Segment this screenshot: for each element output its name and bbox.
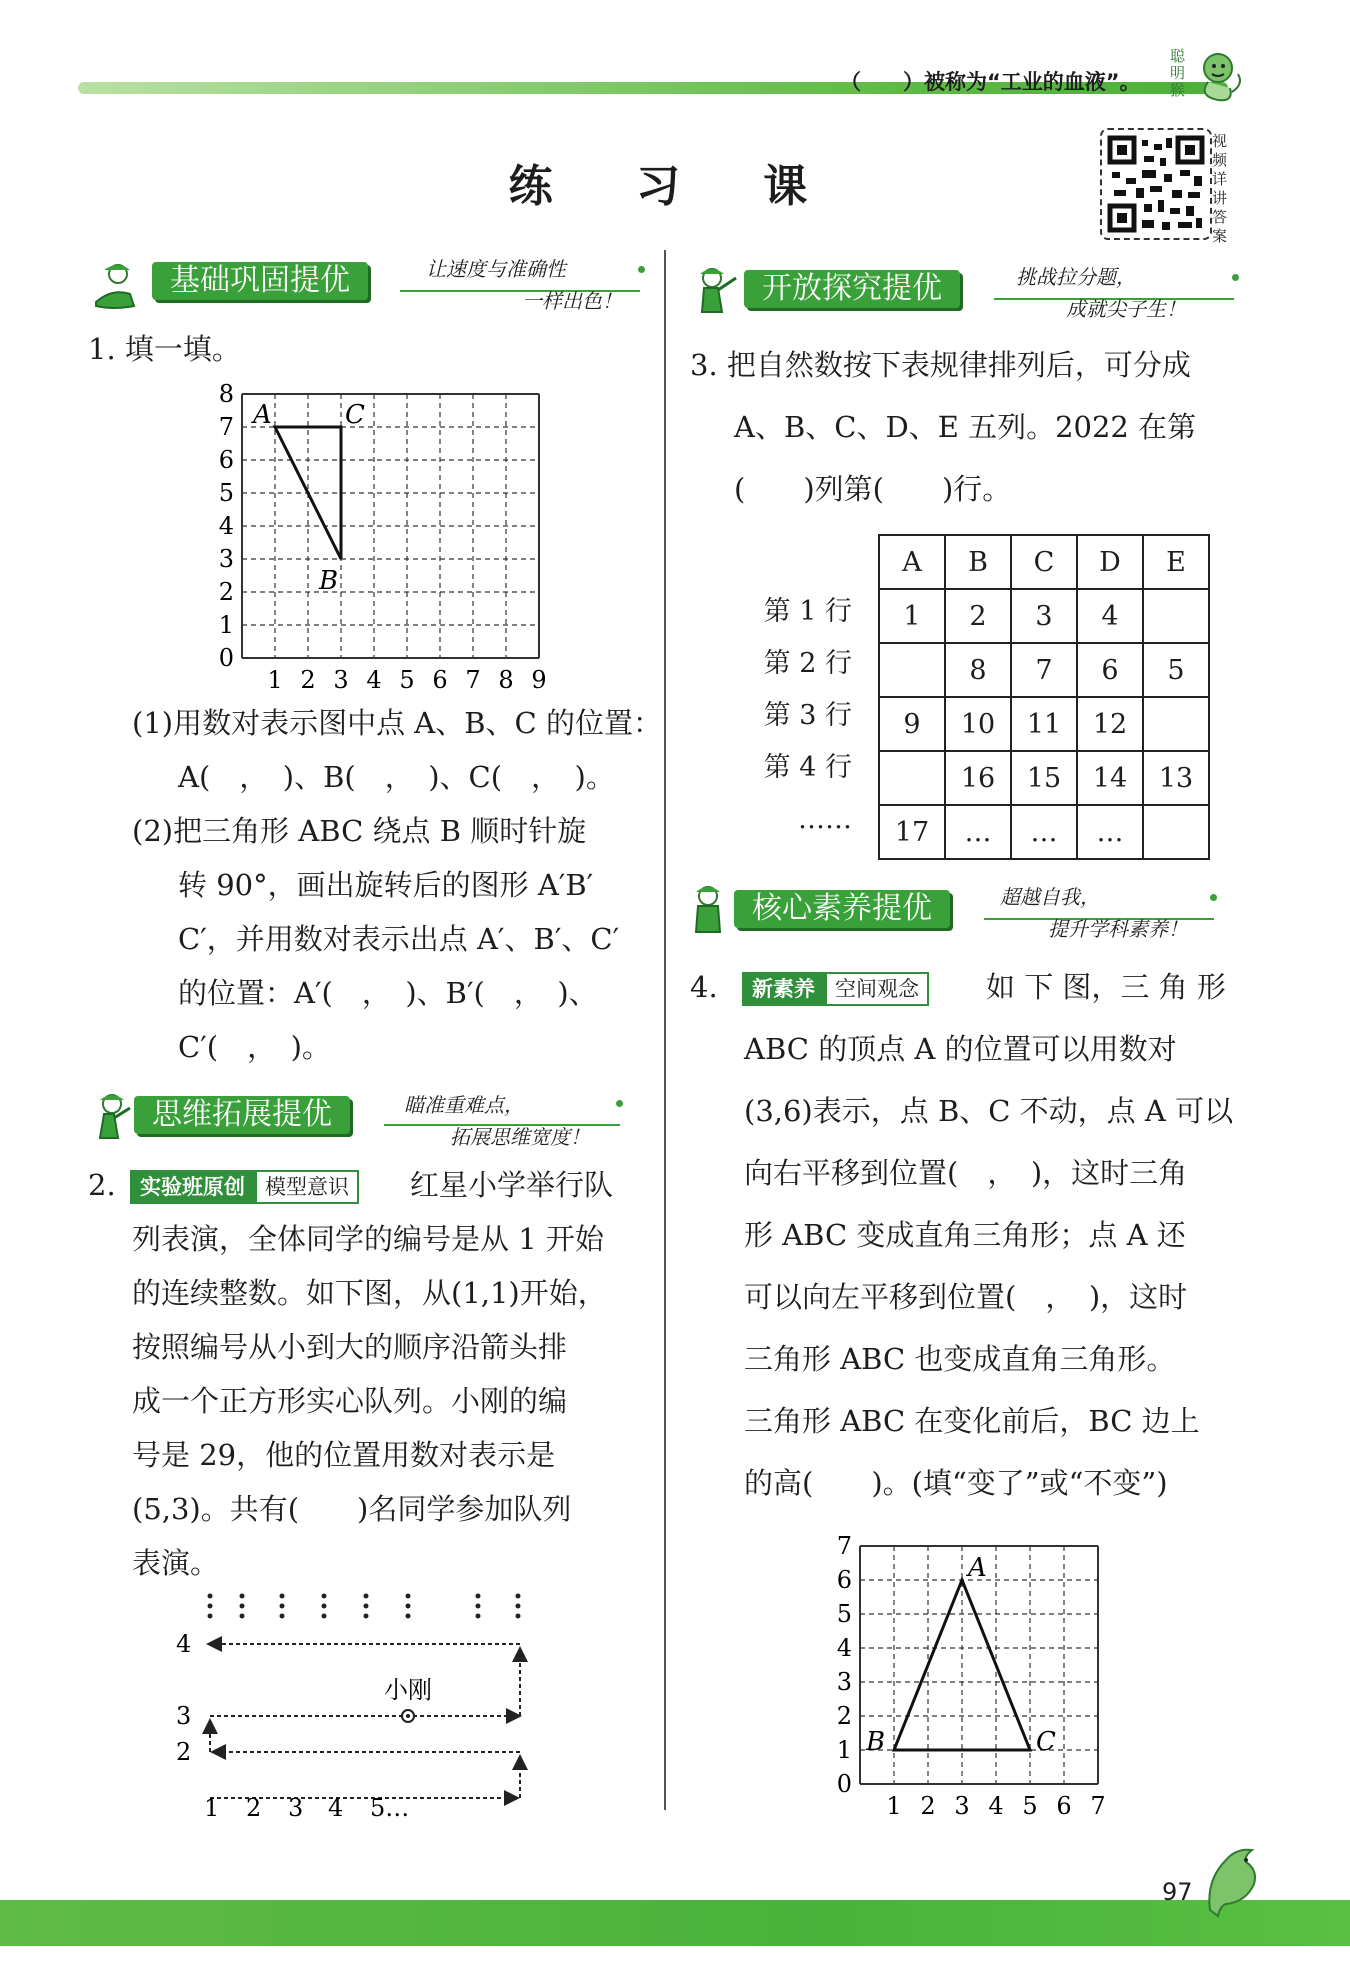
table-cell: 12: [1077, 697, 1143, 751]
q2-top-dots: [208, 1594, 521, 1619]
table-row: [879, 805, 1209, 859]
slogan-line-1: 让速度与准确性: [426, 257, 566, 281]
table-header-cell: C: [1011, 535, 1077, 589]
column-divider: [664, 250, 666, 1810]
banner-dot: [1232, 274, 1239, 281]
table-row: [879, 589, 1209, 643]
table-header-cell: E: [1143, 535, 1209, 589]
table-cell: 14: [1077, 751, 1143, 805]
q4-line9: 的高( )。(填“变了”或“不变”): [744, 1466, 1168, 1500]
mascot-text: 聪明猴: [1170, 47, 1186, 99]
table-cell: 2: [945, 589, 1011, 643]
point-label-c: C: [1036, 1727, 1056, 1757]
y-tick-label: 4: [836, 1634, 852, 1662]
table-cell: [1143, 805, 1209, 859]
q3-line2: A、B、C、D、E 五列。2022 在第: [734, 410, 1197, 444]
q2-line5: 成一个正方形实心队列。小刚的编: [132, 1384, 568, 1418]
table-header-cell: D: [1077, 535, 1143, 589]
q2-line7: (5,3)。共有( )名同学参加队列: [132, 1492, 572, 1526]
q1-part1-line2: A( ， )、B( ， )、C( ， )。: [178, 760, 615, 794]
q4-line3: (3,6)表示，点 B、C 不动，点 A 可以: [744, 1094, 1234, 1128]
q4-tags: [742, 972, 929, 1006]
q4-coordinate-grid: [820, 1524, 1110, 1826]
table-cell: 15: [1011, 751, 1077, 805]
qr-code-icon[interactable]: [1100, 128, 1212, 240]
y-tick-label: 1: [218, 611, 234, 639]
x-tick-label: 2: [920, 1792, 936, 1820]
x-tick-label: 2: [300, 666, 316, 694]
q2-queue-diagram: [176, 1588, 550, 1822]
slogan-line-1: 挑战拉分题，: [1016, 265, 1136, 289]
point-label-a: A: [968, 1553, 987, 1583]
q1-part2-line3: C′，并用数对表示出点 A′、B′、C′: [178, 922, 620, 956]
q4-line2: ABC 的顶点 A 的位置可以用数对: [744, 1032, 1177, 1066]
y-tick-label: 3: [218, 545, 234, 573]
student-figure-icon: [686, 884, 740, 934]
y-tick-label: 5: [836, 1600, 852, 1628]
table-header-row: [879, 535, 1209, 589]
q4-line5: 形 ABC 变成直角三角形；点 A 还: [744, 1218, 1186, 1252]
dolphin-icon: [1196, 1840, 1268, 1920]
q2-line2: 列表演，全体同学的编号是从 1 开始: [132, 1222, 604, 1256]
q3-row-label: 第 4 行: [763, 752, 852, 783]
table-cell: 3: [1011, 589, 1077, 643]
slogan-line-2: 成就尖子生！: [1066, 297, 1186, 321]
y-tick-label: 1: [836, 1736, 852, 1764]
y-tick-label: 2: [218, 578, 234, 606]
section-banner-basic: 基础巩固提优: [152, 262, 368, 300]
y-tick-label: 0: [218, 644, 234, 672]
q2-line6: 号是 29，他的位置用数对表示是: [132, 1438, 556, 1472]
table-cell: 16: [945, 751, 1011, 805]
x-tick-label: 5: [1022, 1792, 1038, 1820]
q4-tag-new: 新素养: [742, 972, 825, 1006]
table-cell: [1143, 697, 1209, 751]
section-banner-core: 核心素养提优: [734, 890, 950, 928]
q4-tag-spatial: 空间观念: [825, 972, 929, 1006]
y-tick-label: 7: [218, 413, 234, 441]
student-figure-icon: [688, 264, 742, 314]
q4-line1: 如 下 图，三 角 形: [986, 970, 1226, 1004]
x-tick-label: 7: [1090, 1792, 1106, 1820]
y-tick-label: 7: [836, 1532, 852, 1560]
q4-line4: 向右平移到位置( ， )，这时三角: [744, 1156, 1188, 1190]
q1-part2-line4: 的位置：A′( ， )、B′( ， )、: [178, 976, 598, 1010]
q4-line7: 三角形 ABC 也变成直角三角形。: [744, 1342, 1176, 1376]
q1-part2-line2: 转 90°，画出旋转后的图形 A′B′: [178, 868, 594, 902]
table-cell: …: [945, 805, 1011, 859]
q3-row-label: ……: [798, 804, 852, 835]
x-tick-label: 1: [886, 1792, 902, 1820]
table-cell: [879, 751, 945, 805]
section-banner-thinking: 思维拓展提优: [134, 1096, 350, 1134]
x-tick-label: 8: [498, 666, 514, 694]
point-label-b: B: [866, 1727, 886, 1757]
point-label-b: B: [319, 566, 339, 596]
q4-line6: 可以向左平移到位置( ， )，这时: [744, 1280, 1188, 1314]
q1-part2-line1: (2)把三角形 ABC 绕点 B 顺时针旋: [132, 814, 587, 848]
table-cell: 4: [1077, 589, 1143, 643]
slogan-line-2: 一样出色！: [522, 289, 622, 313]
table-cell: [1143, 589, 1209, 643]
section-banner-open: 开放探究提优: [744, 270, 960, 308]
table-cell: 7: [1011, 643, 1077, 697]
x-tick-label: 6: [432, 666, 448, 694]
x-tick-label: 3: [954, 1792, 970, 1820]
table-cell: 1: [879, 589, 945, 643]
q2-tag-model: 模型意识: [255, 1170, 359, 1204]
x-tick-label: 4: [988, 1792, 1004, 1820]
q2-x-tick: 3: [288, 1794, 304, 1822]
table-row: [879, 643, 1209, 697]
y-tick-label: 6: [836, 1566, 852, 1594]
table-cell: …: [1011, 805, 1077, 859]
table-cell: 9: [879, 697, 945, 751]
q3-line1: 3. 把自然数按下表规律排列后，可分成: [690, 348, 1191, 382]
q3-row-labels: [756, 534, 852, 846]
q1-part1-line1: (1)用数对表示图中点 A、B、C 的位置：: [132, 706, 662, 740]
page-number: 97: [1162, 1878, 1193, 1906]
riddle-text: （ ）被称为“工业的血液”。: [840, 70, 1141, 94]
point-label-c: C: [345, 400, 365, 430]
x-tick-label: 4: [366, 666, 382, 694]
q2-x-tick: 4: [328, 1794, 344, 1822]
q3-number-table: [878, 534, 1210, 860]
student-figure-icon: [84, 1092, 138, 1142]
q2-tags: [130, 1170, 359, 1204]
y-tick-label: 0: [836, 1770, 852, 1798]
student-figure-icon: [86, 262, 140, 312]
q4-line8: 三角形 ABC 在变化前后，BC 边上: [744, 1404, 1200, 1438]
y-tick-label: 8: [218, 380, 234, 408]
footer-bar: [0, 1900, 1350, 1946]
q3-line3: ( )列第( )行。: [734, 472, 1012, 506]
q2-x-tick: 5…: [370, 1794, 410, 1822]
q2-x-tick: 1: [204, 1794, 220, 1822]
q3-row-label: 第 2 行: [763, 648, 852, 679]
q3-row-label: 第 1 行: [763, 596, 852, 627]
qr-caption: 视频详讲答案: [1212, 132, 1228, 245]
y-tick-label: 5: [218, 479, 234, 507]
x-tick-label: 3: [333, 666, 349, 694]
table-cell: 13: [1143, 751, 1209, 805]
q2-y-tick: 2: [176, 1738, 192, 1766]
x-tick-label: 6: [1056, 1792, 1072, 1820]
q2-line4: 按照编号从小到大的顺序沿箭头排: [132, 1330, 568, 1364]
q2-xiaogang-label: 小刚: [384, 1676, 432, 1704]
slogan-line-1: 瞄准重难点，: [404, 1093, 524, 1117]
x-tick-label: 1: [267, 666, 283, 694]
q3-row-label: 第 3 行: [763, 700, 852, 731]
q2-line8: 表演。: [132, 1546, 220, 1580]
q2-y-tick: 4: [176, 1630, 192, 1658]
table-header-cell: A: [879, 535, 945, 589]
table-cell: 8: [945, 643, 1011, 697]
q1-part2-line5: C′( ， )。: [178, 1030, 331, 1064]
x-tick-label: 5: [399, 666, 415, 694]
y-tick-label: 4: [218, 512, 234, 540]
y-tick-label: 2: [836, 1702, 852, 1730]
table-cell: 11: [1011, 697, 1077, 751]
table-cell: [879, 643, 945, 697]
q2-line3: 的连续整数。如下图，从(1,1)开始，: [132, 1276, 607, 1310]
table-row: [879, 697, 1209, 751]
q2-x-tick: 2: [246, 1794, 262, 1822]
table-header-cell: B: [945, 535, 1011, 589]
slogan-line-2: 拓展思维宽度！: [450, 1125, 590, 1149]
x-tick-label: 7: [465, 666, 481, 694]
q2-tag-original: 实验班原创: [130, 1170, 255, 1204]
q1-coordinate-grid: [210, 380, 550, 698]
slogan-line-1: 超越自我，: [1000, 885, 1100, 909]
point-label-a: A: [253, 400, 272, 430]
q2-line1: 红星小学举行队: [410, 1168, 614, 1202]
y-tick-label: 3: [836, 1668, 852, 1696]
y-tick-label: 6: [218, 446, 234, 474]
banner-dot: [616, 1100, 623, 1107]
x-tick-label: 9: [531, 666, 547, 694]
q1-title: 1. 填一填。: [88, 332, 241, 366]
table-cell: …: [1077, 805, 1143, 859]
q2-y-tick: 3: [176, 1702, 192, 1730]
table-cell: 6: [1077, 643, 1143, 697]
banner-dot: [1210, 894, 1217, 901]
table-cell: 5: [1143, 643, 1209, 697]
banner-dot: [638, 266, 645, 273]
q4-number: 4.: [690, 970, 718, 1004]
page-title: 练 习 课: [508, 161, 842, 212]
table-row: [879, 751, 1209, 805]
table-cell: 17: [879, 805, 945, 859]
q2-number: 2.: [88, 1168, 116, 1202]
table-cell: 10: [945, 697, 1011, 751]
slogan-line-2: 提升学科素养！: [1048, 917, 1188, 941]
